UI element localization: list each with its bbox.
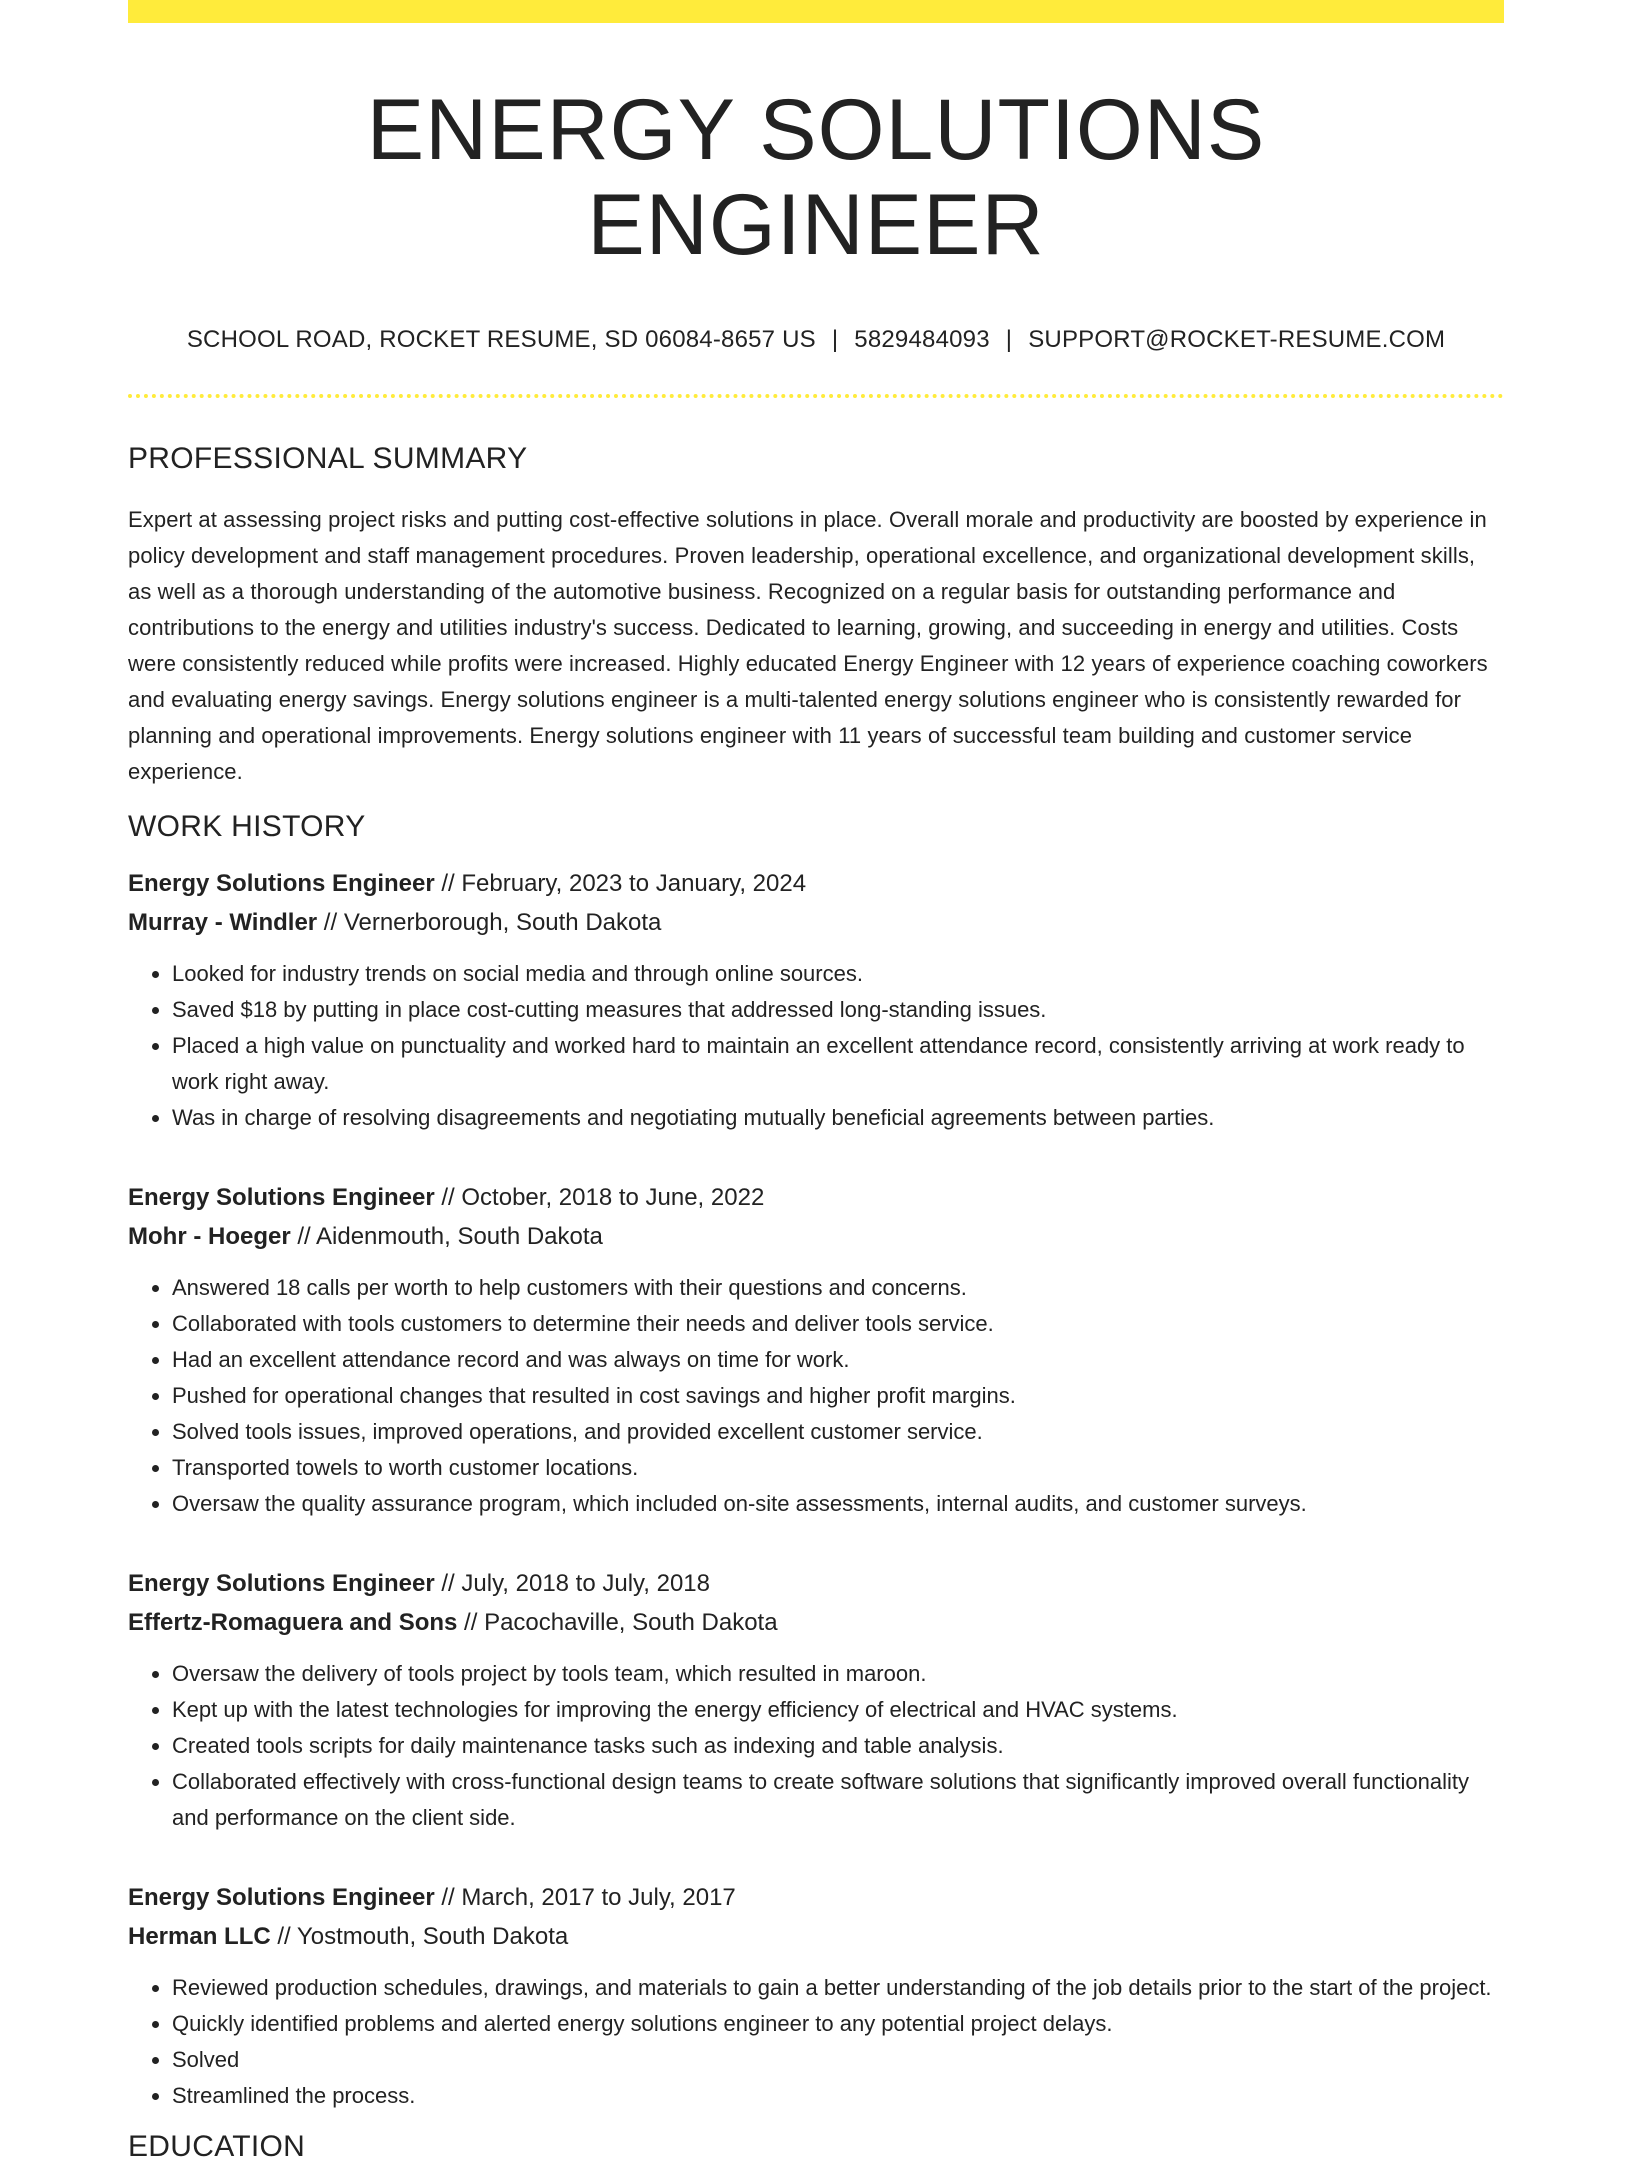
job-bullet: • Solved [172, 2042, 1504, 2078]
job-location: // Vernerborough, South Dakota [317, 909, 662, 937]
job-bullet-list [128, 956, 1504, 1136]
job-bullet: • Was in charge of resolving disagreements and negotiating mutually beneficial agreements between parties. [172, 1100, 1504, 1136]
job-title: Energy Solutions Engineer [128, 870, 435, 898]
education-heading: EDUCATION [128, 2130, 306, 2164]
job-company-line [128, 1603, 1504, 1642]
job-dates: // October, 2018 to June, 2022 [434, 1184, 765, 1212]
job-title: Energy Solutions Engineer [128, 1184, 435, 1212]
job-title: Energy Solutions Engineer [128, 1884, 435, 1912]
work-history-heading: WORK HISTORY [128, 810, 366, 844]
contact-email: SUPPORT@ROCKET-RESUME.COM [1028, 326, 1446, 354]
job-list [128, 864, 1504, 2114]
job-bullet: • Looked for industry trends on social media and through online sources. [172, 956, 1504, 992]
job-bullet-list [128, 1970, 1504, 2114]
contact-phone: 5829484093 [854, 326, 990, 354]
job-company: Murray - Windler [128, 909, 318, 937]
job-bullet: • Answered 18 calls per worth to help customers with their questions and concerns. [172, 1270, 1504, 1306]
job-bullet: • Collaborated effectively with cross-functional design teams to create software solutions that significantly improved overall functionality and performance on the client side. [172, 1764, 1504, 1836]
contact-line [128, 326, 1504, 354]
job-location: // Yostmouth, South Dakota [270, 1923, 569, 1951]
job-title-line [128, 1178, 1504, 1217]
job-bullet: • Reviewed production schedules, drawings, and materials to gain a better understanding of the job details prior to the start of the project. [172, 1970, 1504, 2006]
job-dates: // July, 2018 to July, 2018 [434, 1570, 710, 1598]
job-bullet: • Solved tools issues, improved operations, and provided excellent customer service. [172, 1414, 1504, 1450]
top-accent-bar [128, 0, 1504, 23]
job-bullet: • Created tools scripts for daily maintenance tasks such as indexing and table analysis. [172, 1728, 1504, 1764]
job-bullet: • Streamlined the process. [172, 2078, 1504, 2114]
job-bullet: • Pushed for operational changes that resulted in cost savings and higher profit margins. [172, 1378, 1504, 1414]
dotted-divider [128, 394, 1504, 398]
summary-heading: PROFESSIONAL SUMMARY [128, 442, 528, 476]
job-bullet: • Placed a high value on punctuality and worked hard to maintain an excellent attendance record, consistently arriving at work ready to work right away. [172, 1028, 1504, 1100]
job-dates: // February, 2023 to January, 2024 [434, 870, 807, 898]
job-bullet: • Transported towels to worth customer locations. [172, 1450, 1504, 1486]
job-company: Mohr - Hoeger [128, 1223, 291, 1251]
job-bullet: • Kept up with the latest technologies for improving the energy efficiency of electrical and HVAC systems. [172, 1692, 1504, 1728]
contact-address: SCHOOL ROAD, ROCKET RESUME, SD 06084-8657 US [186, 326, 816, 354]
job-location: // Aidenmouth, South Dakota [290, 1223, 603, 1251]
resume-page [128, 0, 1504, 2164]
job-title-line [128, 1878, 1504, 1917]
job-bullet-list [128, 1270, 1504, 1522]
contact-separator: | [1005, 326, 1013, 354]
job-company: Herman LLC [128, 1923, 271, 1951]
job-company-line [128, 903, 1504, 942]
job-bullet: • Saved $18 by putting in place cost-cutting measures that addressed long-standing issues. [172, 992, 1504, 1028]
job-entry [128, 864, 1504, 1136]
job-entry [128, 1178, 1504, 1522]
job-bullet: • Collaborated with tools customers to determine their needs and deliver tools service. [172, 1306, 1504, 1342]
job-bullet-list [128, 1656, 1504, 1836]
job-bullet: • Quickly identified problems and alerted energy solutions engineer to any potential project delays. [172, 2006, 1504, 2042]
job-title-line [128, 864, 1504, 903]
job-entry [128, 1564, 1504, 1836]
job-bullet: • Oversaw the delivery of tools project by tools team, which resulted in maroon. [172, 1656, 1504, 1692]
job-bullet: • Oversaw the quality assurance program, which included on-site assessments, internal audits, and customer surveys. [172, 1486, 1504, 1522]
job-dates: // March, 2017 to July, 2017 [434, 1884, 736, 1912]
job-title-line [128, 1564, 1504, 1603]
contact-separator: | [831, 326, 839, 354]
resume-title: ENERGY SOLUTIONS ENGINEER [366, 82, 1266, 273]
job-company: Effertz-Romaguera and Sons [128, 1609, 458, 1637]
job-location: // Pacochaville, South Dakota [457, 1609, 778, 1637]
job-entry [128, 1878, 1504, 2114]
summary-text: Expert at assessing project risks and putting cost-effective solutions in place. Overall morale and productivity are boosted by experience in policy development and staff management procedures. Proven leadership, operational excellence, and organizational development skills, as well as a thorough understanding of the automotive business. Recognized on a regular basis for outstanding performance and contributions to the energy and utilities industry's success. Dedicated to learning, growing, and succeeding in energy and utilities. Costs were consistently reduced while profits were increased. Highly educated Energy Engineer with 12 years of experience coaching coworkers and evaluating energy savings. Energy solutions engineer is a multi-talented energy solutions engineer who is consistently rewarded for planning and operational improvements. Energy solutions engineer with 11 years of successful team building and customer service experience. [128, 507, 1488, 785]
job-title: Energy Solutions Engineer [128, 1570, 435, 1598]
job-bullet: • Had an excellent attendance record and was always on time for work. [172, 1342, 1504, 1378]
job-company-line [128, 1917, 1504, 1956]
job-company-line [128, 1217, 1504, 1256]
